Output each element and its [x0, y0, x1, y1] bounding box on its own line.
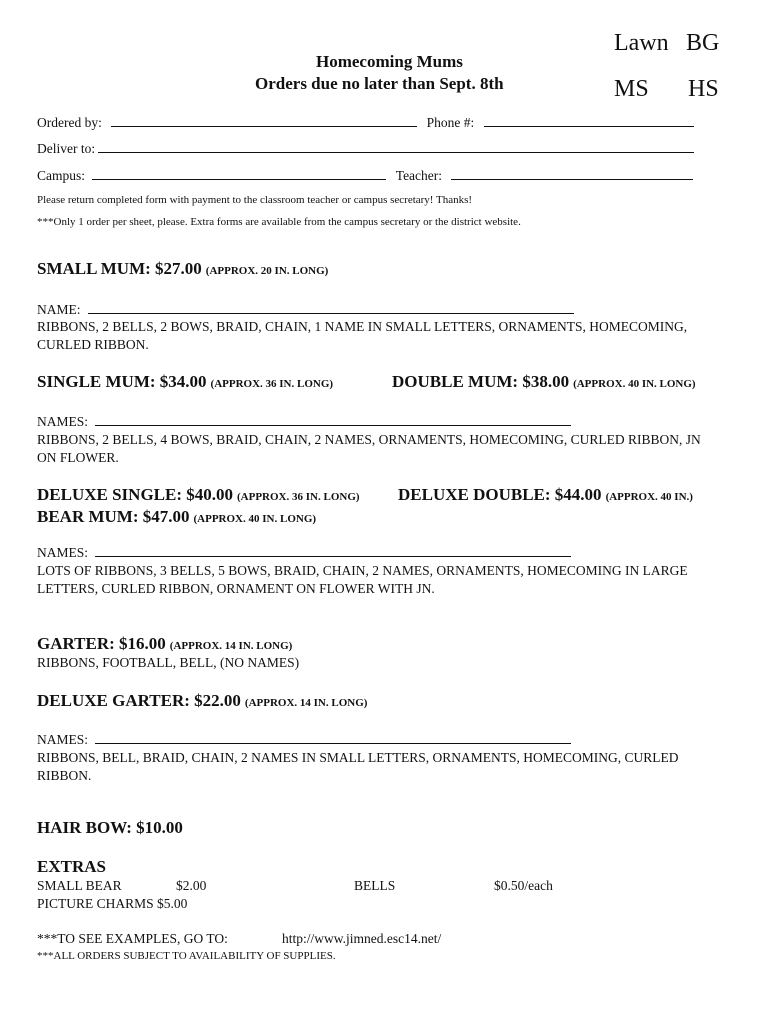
- deluxe-garter-names-row: [37, 731, 571, 748]
- single-double-names-label: NAMES:: [37, 414, 89, 429]
- garter-title: GARTER: $16.00: [37, 634, 166, 653]
- ordered-by-row: [37, 114, 694, 131]
- teacher-label: Teacher:: [395, 168, 443, 183]
- single-mum-heading: [37, 372, 333, 392]
- hair-bow-title: HAIR BOW: $10.00: [37, 818, 183, 837]
- deliver-to-row: [37, 140, 694, 157]
- garter-heading: [37, 634, 292, 654]
- bells-price: $0.50/each: [494, 878, 553, 893]
- single-double-names-row: [37, 413, 571, 430]
- deliver-to-label: Deliver to:: [37, 141, 96, 156]
- garter-description: RIBBONS, FOOTBALL, BELL, (NO NAMES): [37, 655, 300, 670]
- instructions-note: Please return completed form with payment to the classroom teacher or campus secretary! Thanks!: [37, 194, 473, 206]
- deluxe-double-title: DELUXE DOUBLE: $44.00: [398, 485, 602, 504]
- small-mum-note: (APPROX. 20 IN. LONG): [205, 265, 329, 277]
- examples-link[interactable]: http://www.jimned.esc14.net/: [282, 931, 442, 946]
- examples-label: ***TO SEE EXAMPLES, GO TO:: [37, 931, 228, 946]
- deluxe-single-note: (APPROX. 36 IN. LONG): [237, 491, 360, 503]
- deluxe-garter-names-field[interactable]: [95, 731, 571, 744]
- page-title: Homecoming Mums: [316, 52, 463, 71]
- deluxe-names-label: NAMES:: [37, 545, 89, 560]
- phone-label: Phone #:: [426, 115, 475, 130]
- deluxe-names-row: [37, 544, 571, 561]
- ordered-by-field[interactable]: [111, 114, 417, 127]
- bear-mum-note: (APPROX. 40 IN. LONG): [193, 513, 317, 525]
- small-mum-description: RIBBONS, 2 BELLS, 2 BOWS, BRAID, CHAIN, 1 NAME IN SMALL LETTERS, ORNAMENTS, HOMECOMING, CURLED RIBBON.: [37, 319, 688, 352]
- small-bear-label: SMALL BEAR: [37, 878, 122, 893]
- deluxe-single-title: DELUXE SINGLE: $40.00: [37, 485, 234, 504]
- campus-label: Campus:: [37, 168, 86, 183]
- deluxe-double-note: (APPROX. 40 IN.): [605, 491, 693, 503]
- teacher-field[interactable]: [451, 167, 693, 180]
- deliver-to-field[interactable]: [98, 140, 694, 153]
- bear-mum-title: BEAR MUM: $47.00: [37, 507, 190, 526]
- single-mum-note: (APPROX. 36 IN. LONG): [210, 378, 334, 390]
- extras-title: EXTRAS: [37, 857, 106, 876]
- deluxe-names-field[interactable]: [95, 544, 571, 557]
- deluxe-garter-names-label: NAMES:: [37, 732, 89, 747]
- deluxe-garter-heading: [37, 691, 367, 711]
- single-double-description: RIBBONS, 2 BELLS, 4 BOWS, BRAID, CHAIN, 2 NAMES, ORNAMENTS, HOMECOMING, CURLED RIBBON, JN ON FLOWER.: [37, 432, 701, 465]
- single-mum-title: SINGLE MUM: $34.00: [37, 372, 207, 391]
- campus-field[interactable]: [92, 167, 386, 180]
- campus-code-bg: BG: [686, 30, 720, 56]
- one-order-note: ***Only 1 order per sheet, please. Extra forms are available from the campus secretary or the district website.: [37, 216, 521, 228]
- small-mum-name-row: [37, 301, 574, 318]
- supplies-disclaimer: ***ALL ORDERS SUBJECT TO AVAILABILITY OF SUPPLIES.: [37, 950, 336, 962]
- picture-charms: PICTURE CHARMS $5.00: [37, 896, 188, 911]
- deluxe-garter-note: (APPROX. 14 IN. LONG): [244, 697, 368, 709]
- phone-field[interactable]: [484, 114, 694, 127]
- single-double-names-field[interactable]: [95, 413, 571, 426]
- small-mum-name-label: NAME:: [37, 302, 81, 317]
- bear-mum-heading: [37, 507, 316, 527]
- deluxe-garter-description: RIBBONS, BELL, BRAID, CHAIN, 2 NAMES IN SMALL LETTERS, ORNAMENTS, HOMECOMING, CURLED RIBBON.: [37, 750, 679, 783]
- double-mum-note: (APPROX. 40 IN. LONG): [573, 378, 696, 390]
- campus-code-hs: HS: [688, 76, 719, 102]
- deluxe-garter-title: DELUXE GARTER: $22.00: [37, 691, 241, 710]
- campus-code-ms: MS: [614, 76, 649, 102]
- campus-row: [37, 167, 693, 184]
- small-bear-price: $2.00: [176, 878, 207, 893]
- double-mum-title: DOUBLE MUM: $38.00: [392, 372, 570, 391]
- campus-code-lawn: Lawn: [614, 30, 669, 56]
- small-mum-heading: [37, 259, 328, 279]
- page-subtitle: Orders due no later than Sept. 8th: [255, 74, 504, 93]
- bells-label: BELLS: [354, 878, 396, 893]
- ordered-by-label: Ordered by:: [37, 115, 102, 130]
- small-mum-title: SMALL MUM: $27.00: [37, 259, 202, 278]
- small-mum-name-field[interactable]: [88, 301, 574, 314]
- garter-note: (APPROX. 14 IN. LONG): [169, 640, 293, 652]
- double-mum-heading: [392, 372, 696, 392]
- deluxe-description: LOTS OF RIBBONS, 3 BELLS, 5 BOWS, BRAID, CHAIN, 2 NAMES, ORNAMENTS, HOMECOMING IN LARGE LETTERS, CURLED RIBBON, ORNAMENT ON FLOWER WITH JN.: [37, 563, 688, 596]
- deluxe-double-heading: [398, 485, 693, 505]
- deluxe-single-heading: [37, 485, 360, 505]
